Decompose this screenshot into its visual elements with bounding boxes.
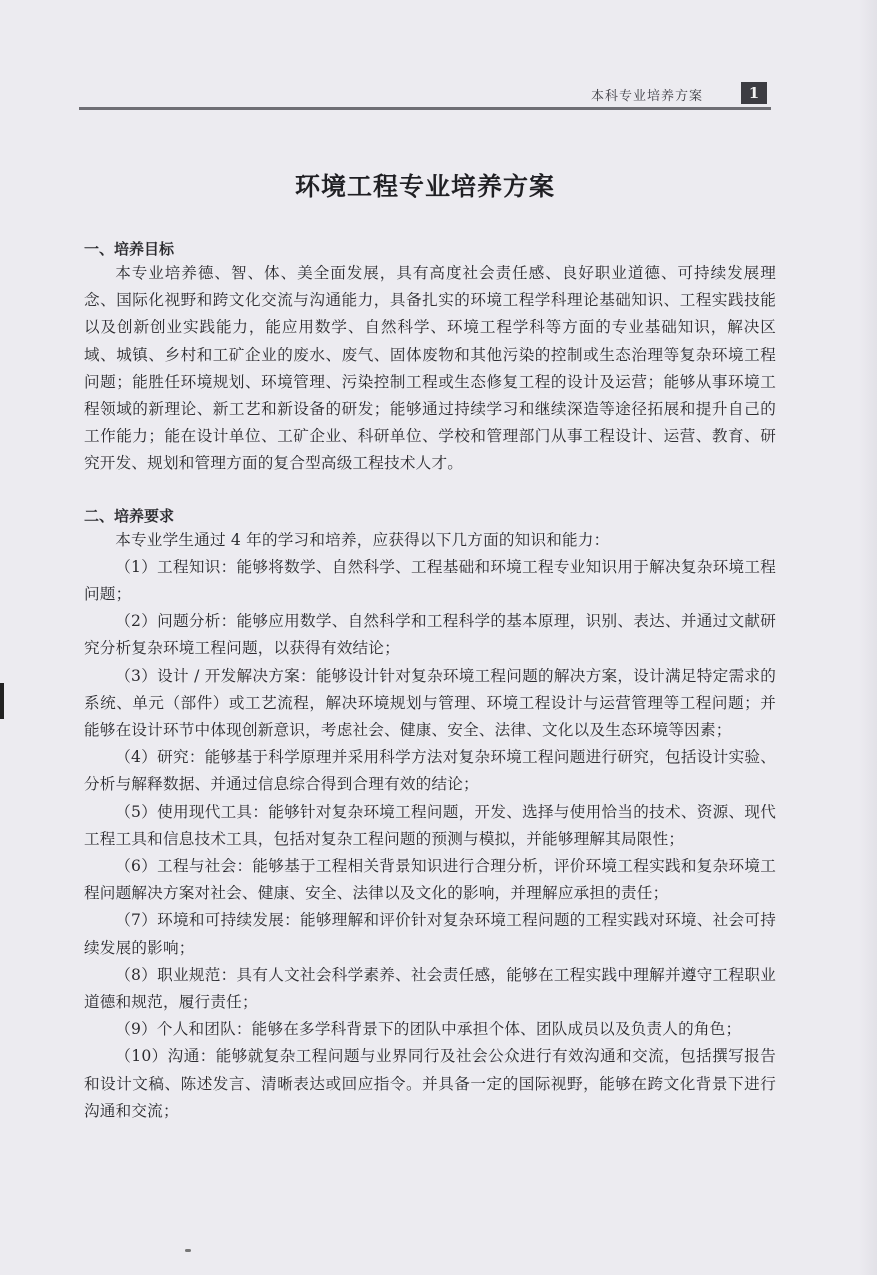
requirement-item: （1）工程知识：能够将数学、自然科学、工程基础和环境工程专业知识用于解决复杂环境工程问题； (84, 557, 776, 604)
document-body (84, 238, 776, 1125)
requirement-item: （9）个人和团队：能够在多学科背景下的团队中承担个体、团队成员以及负责人的角色； (115, 1020, 742, 1039)
page-number-badge: 1 (741, 82, 767, 104)
section-heading: 二、培养要求 (84, 506, 175, 525)
scan-speck (185, 1249, 191, 1252)
requirement-item: （5）使用现代工具：能够针对复杂环境工程问题，开发、选择与使用恰当的技术、资源、现代工程工具和信息技术工具，包括对复杂工程问题的预测与模拟，并能够理解其局限性； (84, 802, 776, 848)
requirement-item: （10）沟通：能够就复杂工程问题与业界同行及社会公众进行有效沟通和交流，包括撰写报告和设计文稿、陈述发言、清晰表达或回应指令。并具备一定的国际视野，能够在跨文化背景下进行沟通和交流； (84, 1047, 776, 1120)
paragraph: 本专业学生通过 4 年的学习和培养，应获得以下几方面的知识和能力： (115, 530, 610, 549)
requirement-item: （3）设计 / 开发解决方案：能够设计针对复杂环境工程问题的解决方案，设计满足特定需求的系统、单元（部件）或工艺流程，解决环境规划与管理、环境工程设计与运营管理等工程问题；并能够在设计环节中体现创新意识，考虑社会、健康、安全、法律、文化以及生态环境等因素； (84, 666, 776, 740)
running-header-title: 本科专业培养方案 (590, 89, 703, 104)
section-heading: 一、培养目标 (84, 240, 175, 258)
scan-edge (859, 0, 877, 1275)
section-training-requirements (84, 505, 776, 1125)
requirement-item: （4）研究：能够基于科学原理并采用科学方法对复杂环境工程问题进行研究，包括设计实验、分析与解释数据、并通过信息综合得到合理有效的结论； (84, 748, 776, 794)
section-training-objectives (84, 238, 776, 478)
requirement-item: （8）职业规范：具有人文社会科学素养、社会责任感，能够在工程实践中理解并遵守工程职业道德和规范，履行责任； (84, 965, 776, 1012)
document-title: 环境工程专业培养方案 (294, 172, 555, 201)
requirement-item: （2）问题分析：能够应用数学、自然科学和工程科学的基本原理，识别、表达、并通过文献研究分析复杂环境工程问题，以获得有效结论； (84, 612, 776, 658)
scan-binding-mark (0, 683, 4, 719)
running-header (79, 81, 771, 110)
requirement-item: （7）环境和可持续发展：能够理解和评价针对复杂环境工程问题的工程实践对环境、社会可持续发展的影响； (84, 911, 776, 957)
paragraph: 本专业培养德、智、体、美全面发展，具有高度社会责任感、良好职业道德、可持续发展理念、国际化视野和跨文化交流与沟通能力，具备扎实的环境工程学科理论基础知识、工程实践技能以及创新创业实践能力，能应用数学、自然科学、环境工程学科等方面的专业基础知识，解决区域、城镇、乡村和工矿企业的废水、废气、固体废物和其他污染的控制或生态治理等复杂环境工程问题；能胜任环境规划、环境管理、污染控制工程或生态修复工程的设计及运营；能够从事环境工程领域的新理论、新工艺和新设备的研发；能够通过持续学习和继续深造等途径拓展和提升自己的工作能力；能在设计单位、工矿企业、科研单位、学校和管理部门从事工程设计、运营、教育、研究开发、规划和管理方面的复合型高级工程技术人才。 (84, 264, 776, 473)
requirement-item: （6）工程与社会：能够基于工程相关背景知识进行合理分析，评价环境工程实践和复杂环境工程问题解决方案对社会、健康、安全、法律以及文化的影响，并理解应承担的责任； (84, 857, 776, 903)
